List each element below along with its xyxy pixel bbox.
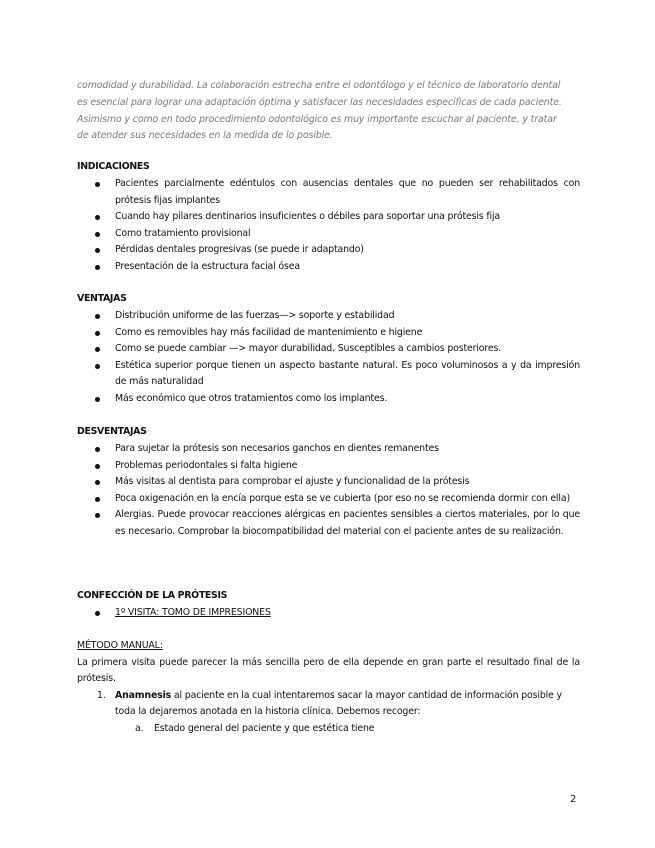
section-heading: CONFECCIÓN DE LA PRÓTESIS bbox=[77, 590, 228, 601]
list-item: Estética superior porque tienen un aspecto bastante natural. Es poco voluminosos a y da impresión de más naturalidad bbox=[77, 358, 580, 391]
bullet-icon bbox=[95, 265, 100, 270]
bullet-icon bbox=[95, 364, 100, 369]
method-heading: MÉTODO MANUAL: bbox=[77, 640, 163, 651]
section-heading: VENTAJAS bbox=[77, 293, 127, 304]
bullet-icon bbox=[95, 331, 100, 336]
list-item: Como tratamiento provisional bbox=[77, 226, 580, 243]
metodo-section bbox=[77, 638, 580, 737]
list-item: Pérdidas dentales progresivas (se puede ir adaptando) bbox=[77, 242, 580, 259]
bullet-icon bbox=[95, 464, 100, 469]
intro-line: comodidad y durabilidad. La colaboración estrecha entre el odontólogo y el técnico de laboratorio dental bbox=[77, 80, 561, 91]
confeccion-section bbox=[77, 588, 580, 622]
section-heading: INDICACIONES bbox=[77, 161, 150, 172]
bullet-icon bbox=[95, 397, 100, 402]
sub-item: a. Estado general del paciente y que estética tiene bbox=[77, 721, 580, 738]
list-item: Pacientes parcialmente edéntulos con ausencias dentales que no pueden ser rehabilitados con prótesis fijas implantes bbox=[77, 176, 580, 209]
indicaciones-section bbox=[77, 159, 580, 275]
list-item: Poca oxigenación en la encía porque esta se ve cubierta (por eso no se recomienda dormir con ella) bbox=[77, 491, 580, 508]
list-item: Problemas periodontales si falta higiene bbox=[77, 458, 580, 475]
bullet-icon bbox=[95, 347, 100, 352]
bullet-icon bbox=[95, 480, 100, 485]
item-letter: a. bbox=[135, 722, 144, 734]
bullet-icon bbox=[95, 182, 100, 187]
page-number: 2 bbox=[570, 794, 577, 805]
visit-subheading: 1º VISITA: TOMO DE IMPRESIONES bbox=[115, 607, 271, 618]
bullet-icon bbox=[95, 611, 100, 616]
list-item: Distribución uniforme de las fuerzas—> soporte y estabilidad bbox=[77, 308, 580, 325]
method-paragraph: La primera visita puede parecer la más sencilla pero de ella depende en gran parte el resultado final de la prótesis. bbox=[77, 656, 580, 684]
list-item: Más económico que otros tratamientos como los implantes. bbox=[77, 391, 580, 408]
desventajas-section bbox=[77, 424, 580, 540]
list-item: Como es removibles hay más facilidad de mantenimiento e higiene bbox=[77, 325, 580, 342]
intro-paragraph bbox=[77, 78, 579, 145]
list-item: Para sujetar la prótesis son necesarios ganchos en dientes remanentes bbox=[77, 441, 580, 458]
bullet-icon bbox=[95, 232, 100, 237]
ventajas-section bbox=[77, 291, 580, 407]
bullet-icon bbox=[95, 215, 100, 220]
intro-line: de atender sus necesidades en la medida de lo posible. bbox=[77, 130, 333, 142]
section-heading: DESVENTAJAS bbox=[77, 426, 147, 437]
list-item: Más visitas al dentista para comprobar el ajuste y funcionalidad de la prótesis bbox=[77, 474, 580, 491]
bullet-icon bbox=[95, 497, 100, 502]
list-item: Presentación de la estructura facial ósea bbox=[77, 259, 580, 276]
list-item: Alergias. Puede provocar reacciones alérgicas en pacientes sensibles a ciertos materiales, por lo que es necesario. Comprobar la biocompatibilidad del material con el paciente antes de su realización. bbox=[77, 507, 580, 540]
numbered-item: 1. Anamnesis al paciente en la cual intentaremos sacar la mayor cantidad de información posible y toda la dejaremos anotada en la historia clínica. Debemos recoger: bbox=[97, 689, 562, 717]
intro-line: es esencial para lograr una adaptación óptima y satisfacer las necesidades específicas de cada paciente. bbox=[77, 96, 562, 108]
item-number: 1. bbox=[97, 689, 106, 701]
intro-line: Asimismo y como en todo procedimiento odontológico es muy importante escuchar al paciente, y tratar bbox=[77, 113, 557, 125]
bullet-icon bbox=[95, 248, 100, 253]
list-item bbox=[77, 605, 580, 622]
list-item: Cuando hay pilares dentinarios insuficientes o débiles para soportar una prótesis fija bbox=[77, 209, 580, 226]
bullet-icon bbox=[95, 513, 100, 518]
bullet-icon bbox=[95, 447, 100, 452]
bold-term: Anamnesis bbox=[115, 689, 172, 701]
bullet-icon bbox=[95, 314, 100, 319]
list-item: Como se puede cambiar —> mayor durabilidad. Susceptibles a cambios posteriores. bbox=[77, 341, 580, 358]
